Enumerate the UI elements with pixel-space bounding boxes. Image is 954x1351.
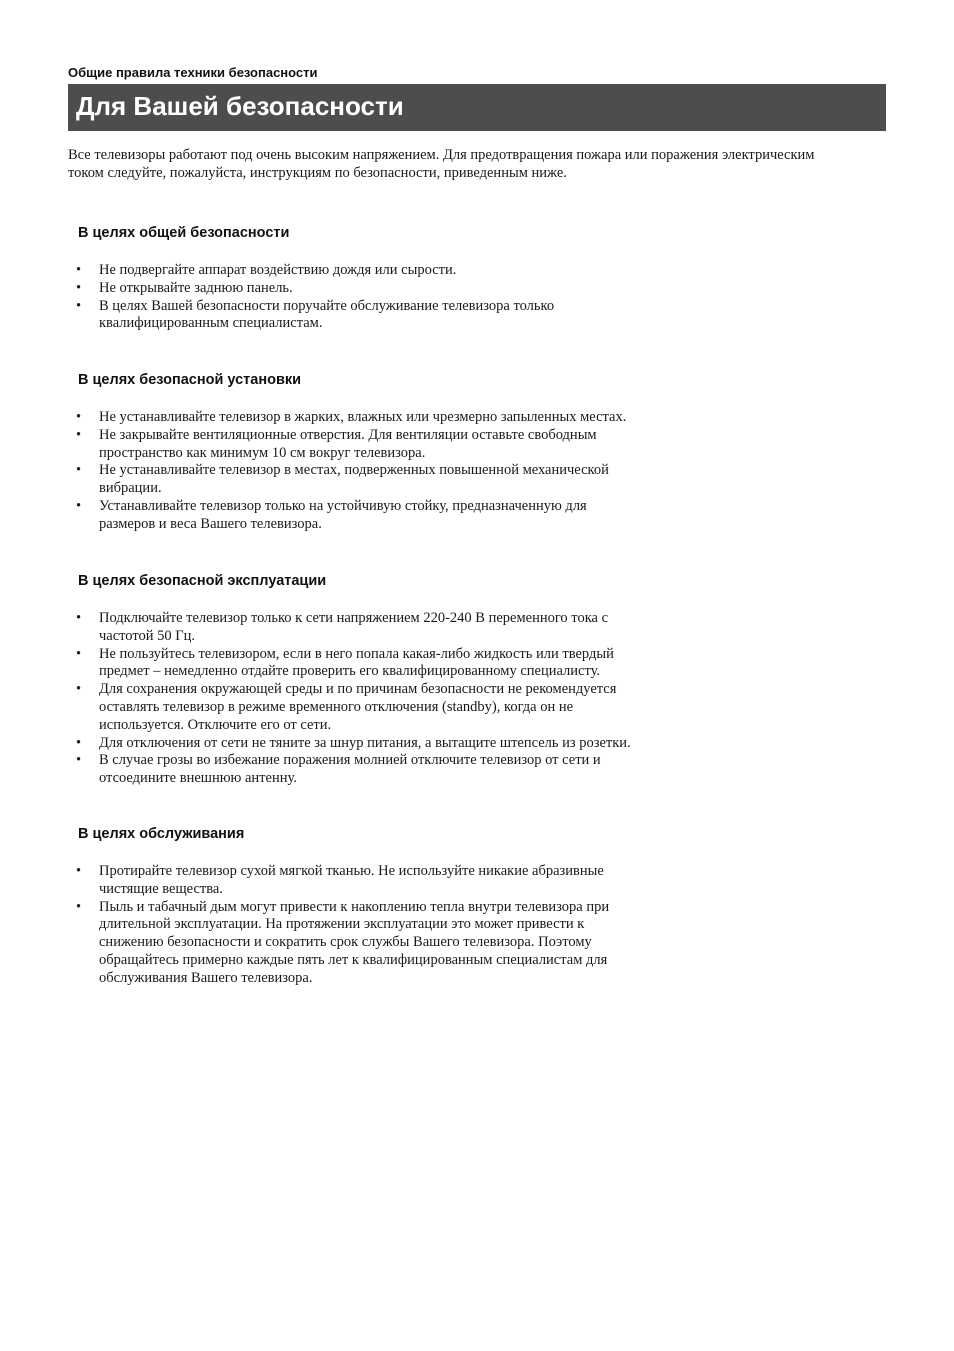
page-title: Для Вашей безопасности bbox=[76, 91, 404, 121]
section-title-safe-installation: В целях безопасной установки bbox=[78, 372, 302, 388]
bullet-icon: • bbox=[76, 279, 82, 296]
list-item-text: размеров и веса Вашего телевизора. bbox=[99, 515, 322, 532]
list-item bbox=[68, 752, 668, 788]
bullet-icon: • bbox=[76, 462, 82, 479]
section-list-general-safety bbox=[68, 262, 668, 333]
bullet-icon: • bbox=[76, 681, 82, 698]
section-title-maintenance: В целях обслуживания bbox=[78, 826, 245, 842]
list-item-text: длительной эксплуатации. На протяжении эксплуатации это может привести к bbox=[99, 916, 585, 933]
list-item-text: отсоедините внешнюю антенну. bbox=[99, 770, 297, 787]
bullet-icon: • bbox=[76, 863, 82, 879]
list-item-text: снижению безопасности и сократить срок службы Вашего телевизора. Поэтому bbox=[99, 934, 592, 951]
intro-line: Все телевизоры работают под очень высоким напряжением. Для предотвращения пожара или поражения электрическим bbox=[68, 147, 815, 163]
list-item bbox=[68, 681, 668, 734]
section-list-safe-installation bbox=[68, 409, 668, 534]
list-item bbox=[68, 427, 668, 463]
list-item bbox=[68, 863, 668, 899]
list-item-text: чистящие вещества. bbox=[99, 880, 223, 897]
section-title-general-safety: В целях общей безопасности bbox=[78, 225, 290, 241]
section-title-safe-operation: В целях безопасной эксплуатации bbox=[78, 573, 327, 589]
list-item bbox=[68, 262, 668, 280]
list-item-text: Устанавливайте телевизор только на устойчивую стойку, предназначенную для bbox=[99, 497, 587, 514]
list-item-text: Подключайте телевизор только к сети напряжением 220-240 В переменного тока с bbox=[99, 610, 609, 626]
bullet-icon: • bbox=[76, 426, 82, 443]
list-item-text: Для сохранения окружающей среды и по причинам безопасности не рекомендуется bbox=[99, 681, 617, 698]
intro-line: током следуйте, пожалуйста, инструкциям по безопасности, приведенным ниже. bbox=[68, 164, 567, 181]
list-item-text: обслуживания Вашего телевизора. bbox=[99, 969, 313, 986]
list-item-text: используется. Отключите его от сети. bbox=[99, 716, 332, 733]
list-item-text: пространство как минимум 10 см вокруг телевизора. bbox=[99, 444, 426, 461]
list-item-text: Не открывайте заднюю панель. bbox=[99, 279, 293, 296]
list-item-text: квалифицированным специалистам. bbox=[99, 315, 323, 332]
list-item bbox=[68, 409, 668, 427]
list-item bbox=[68, 899, 668, 988]
list-item-text: частотой 50 Гц. bbox=[99, 627, 196, 644]
list-item bbox=[68, 280, 668, 298]
intro-paragraph bbox=[68, 147, 886, 182]
list-item bbox=[68, 646, 668, 682]
list-item-text: Не устанавливайте телевизор в местах, подверженных повышенной механической bbox=[99, 462, 609, 479]
list-item bbox=[68, 735, 668, 753]
list-item-text: Пыль и табачный дым могут привести к накоплению тепла внутри телевизора при bbox=[99, 898, 610, 915]
list-item-text: Не закрывайте вентиляционные отверстия. Для вентиляции оставьте свободным bbox=[99, 426, 597, 443]
title-bar bbox=[68, 84, 886, 131]
bullet-icon: • bbox=[76, 610, 82, 626]
list-item bbox=[68, 610, 668, 646]
section-list-safe-operation bbox=[68, 610, 668, 788]
list-item-text: Не пользуйтесь телевизором, если в него попала какая-либо жидкость или твердый bbox=[99, 645, 614, 662]
list-item-text: Не подвергайте аппарат воздействию дождя или сырости. bbox=[99, 262, 457, 278]
list-item-text: В случае грозы во избежание поражения молнией отключите телевизор от сети и bbox=[99, 752, 601, 769]
bullet-icon: • bbox=[76, 645, 82, 662]
bullet-icon: • bbox=[76, 898, 82, 915]
list-item-text: В целях Вашей безопасности поручайте обслуживание телевизора только bbox=[99, 297, 555, 314]
list-item bbox=[68, 298, 668, 334]
list-item-text: обращайтесь примерно каждые пять лет к квалифицированным специалистам для bbox=[99, 951, 608, 968]
bullet-icon: • bbox=[76, 497, 82, 514]
list-item-text: предмет – немедленно отдайте проверить его квалифицированному специалисту. bbox=[99, 663, 601, 680]
bullet-icon: • bbox=[76, 262, 82, 278]
list-item-text: Не устанавливайте телевизор в жарких, влажных или чрезмерно запыленных местах. bbox=[99, 409, 627, 425]
list-item bbox=[68, 498, 668, 534]
list-item bbox=[68, 462, 668, 498]
bullet-icon: • bbox=[76, 752, 82, 769]
list-item-text: Протирайте телевизор сухой мягкой тканью. Не используйте никакие абразивные bbox=[99, 863, 604, 879]
bullet-icon: • bbox=[76, 734, 82, 751]
list-item-text: вибрации. bbox=[99, 480, 162, 497]
section-list-maintenance bbox=[68, 863, 668, 988]
bullet-icon: • bbox=[76, 409, 82, 425]
bullet-icon: • bbox=[76, 297, 82, 314]
list-item-text: оставлять телевизор в режиме временного отключения (standby), когда он не bbox=[99, 698, 574, 715]
running-head: Общие правила техники безопасности bbox=[68, 65, 318, 80]
list-item-text: Для отключения от сети не тяните за шнур питания, а вытащите штепсель из розетки. bbox=[99, 734, 631, 751]
